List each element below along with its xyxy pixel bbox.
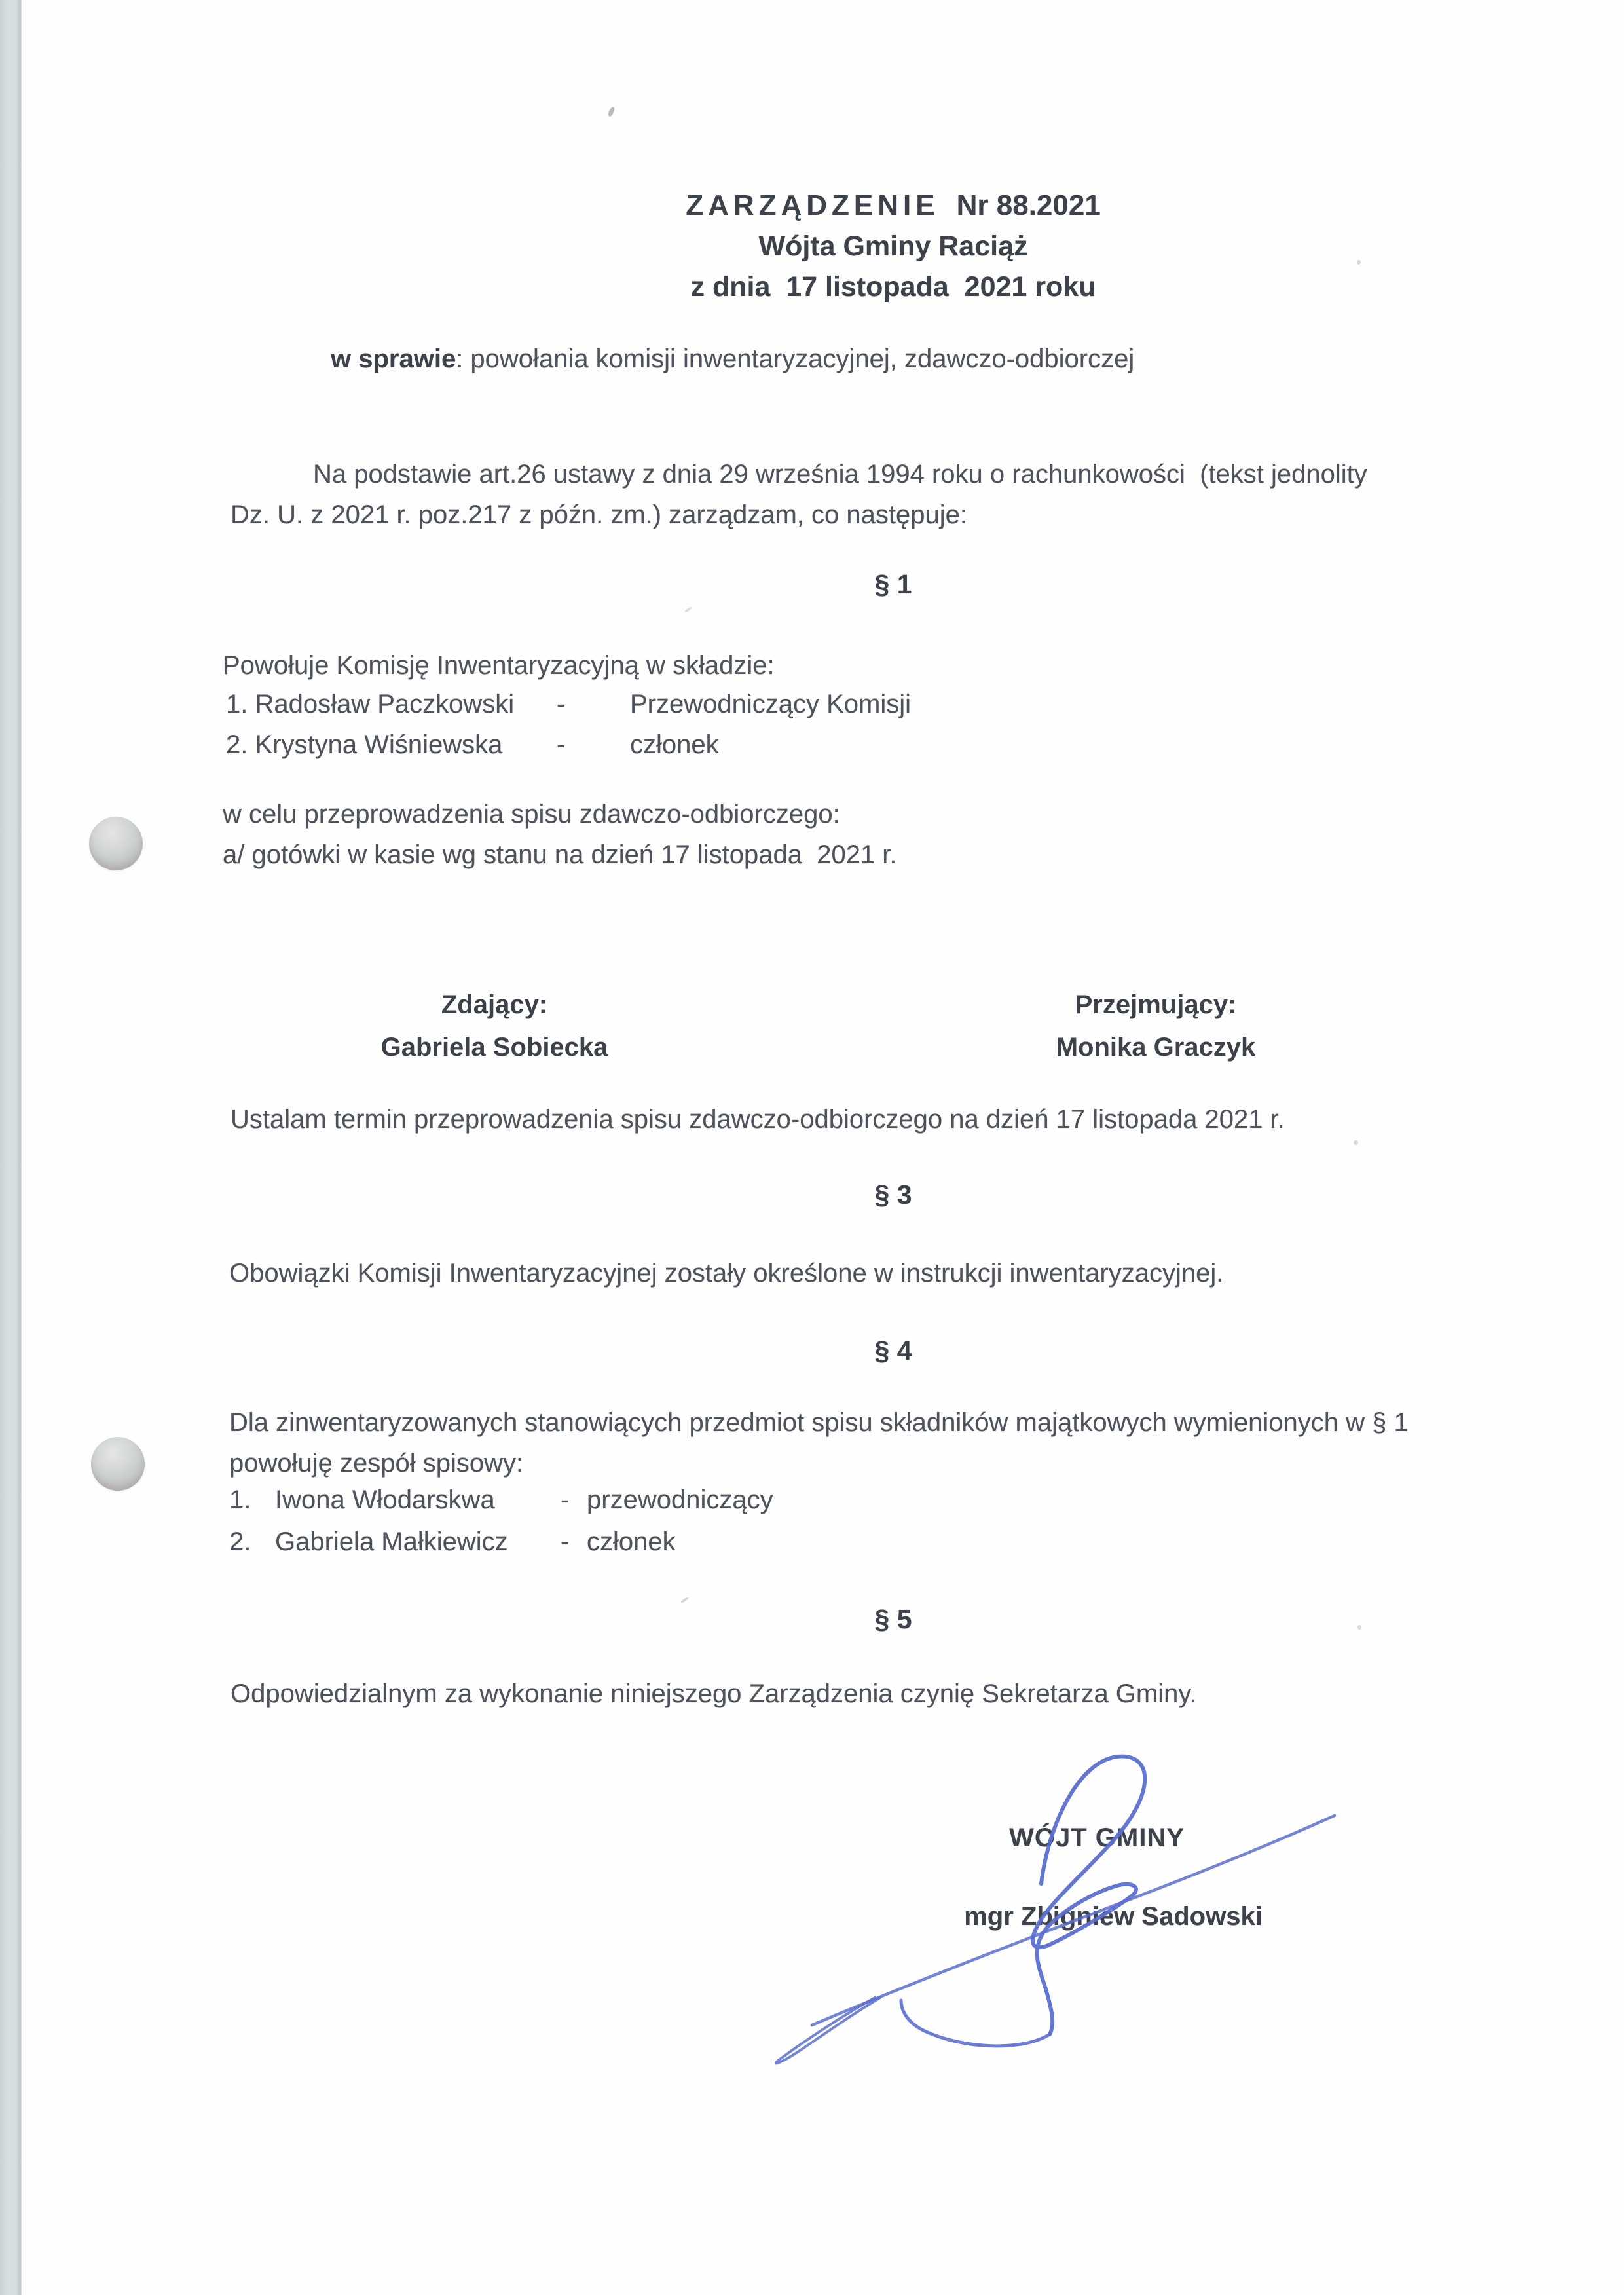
party-handing-over [357,990,632,1062]
title-date: z dnia 17 listopada 2021 roku [690,271,1096,303]
committee-member-row [226,730,719,760]
section-3-mark: § 3 [874,1180,912,1210]
party-name: Monika Graczyk [1056,1033,1256,1062]
team-member-row [229,1527,676,1557]
signature-bowl-stroke [901,2000,1050,2046]
signer-name: mgr Zbigniew Sadowski [964,1902,1263,1931]
team-role: członek [587,1527,676,1556]
section-5-mark: § 5 [874,1604,912,1634]
scan-edge-shadow [0,0,22,2295]
title-order-number: Nr 88.2021 [956,189,1101,221]
committee-purpose-item: a/ gotówki w kasie wg stanu na dzień 17 listopada 2021 r. [223,840,897,869]
subject-text: : powołania komisji inwentaryzacyjnej, zdawczo-odbiorczej [456,345,1135,373]
signer-title: WÓJT GMINY [1009,1823,1185,1852]
title-issuer: Wójta Gminy Raciąż [758,231,1028,262]
document-title [223,189,1496,223]
section-5-text: Odpowiedzialnym za wykonanie niniejszego Zarządzenia czynię Sekretarza Gminy. [231,1679,1197,1708]
team-role: przewodniczący [587,1485,773,1514]
team-dash: - [561,1527,570,1556]
section-4-line-2: powołuję zespół spisowy: [229,1449,524,1478]
team-name: Iwona Włodarskwa [275,1485,495,1514]
scan-speck [1357,1625,1361,1630]
punch-hole [89,817,143,870]
team-name: Gabriela Małkiewicz [275,1527,508,1556]
section-1-mark: § 1 [874,569,912,599]
legal-basis-line-1: Na podstawie art.26 ustawy z dnia 29 września 1994 roku o rachunkowości (tekst jednolity [313,460,1367,489]
team-number: 2. [229,1527,251,1556]
scan-speck [680,1597,689,1603]
section-3-text: Obowiązki Komisji Inwentaryzacyjnej zostały określone w instrukcji inwentaryzacyjnej. [229,1259,1224,1288]
scan-speck [1357,260,1361,265]
member-name: 2. Krystyna Wiśniewska [226,730,503,759]
team-dash: - [561,1485,570,1514]
team-member-row [229,1485,773,1515]
committee-member-row [226,690,911,719]
subject-label: w sprawie [331,345,456,373]
scan-speck [684,606,692,613]
section-4-line-1: Dla zinwentaryzowanych stanowiących przedmiot spisu składników majątkowych wymienionych w § 1 [229,1408,1409,1437]
title-order-word: ZARZĄDZENIE [686,189,940,221]
committee-intro: Powołuje Komisję Inwentaryzacyjną w składzie: [223,651,775,680]
subject-line [331,343,1134,375]
team-number: 1. [229,1485,251,1514]
member-dash: - [557,690,566,718]
handwritten-signature [747,1729,1375,2070]
legal-basis-line-2: Dz. U. z 2021 r. poz.217 z późn. zm.) zarządzam, co następuje: [231,500,967,529]
member-role: członek [630,730,719,759]
party-taking-over [1018,990,1293,1062]
member-name: 1. Radosław Paczkowski [226,690,515,718]
party-label: Przejmujący: [1075,990,1237,1019]
signature-flourish-loop [776,1998,880,2063]
member-dash: - [557,730,566,759]
party-name: Gabriela Sobiecka [380,1033,608,1062]
scan-speck [607,106,615,117]
section-4-mark: § 4 [874,1335,912,1366]
committee-purpose: w celu przeprowadzenia spisu zdawczo-odbiorczego: [223,800,840,829]
scan-speck [1354,1140,1358,1145]
signature-diagonal-stroke [812,1816,1335,2025]
party-label: Zdający: [441,990,548,1019]
punch-hole [91,1437,145,1491]
member-role: Przewodniczący Komisji [630,690,912,718]
term-statement: Ustalam termin przeprowadzenia spisu zdawczo-odbiorczego na dzień 17 listopada 2021 r. [231,1105,1285,1134]
signature-main-stroke [1033,1757,1145,2034]
